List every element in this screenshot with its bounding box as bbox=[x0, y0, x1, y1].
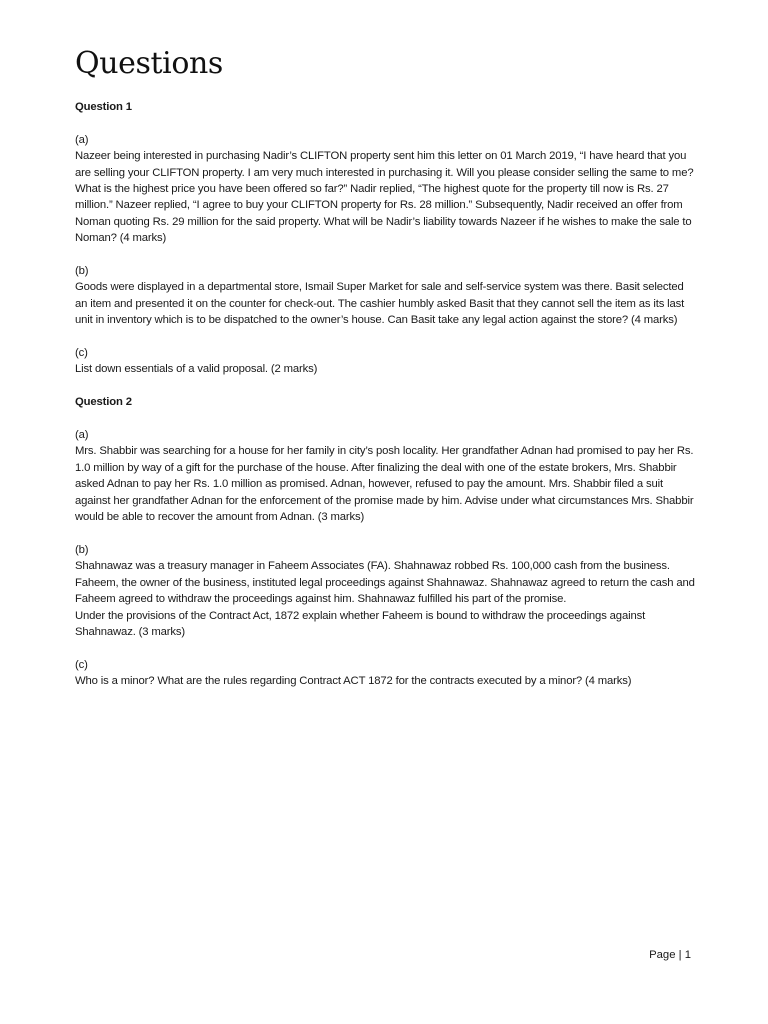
page-number: Page | 1 bbox=[649, 949, 691, 961]
question-part bbox=[75, 427, 695, 525]
question-part bbox=[75, 657, 695, 690]
question-part bbox=[75, 345, 695, 378]
questions-content bbox=[75, 99, 695, 690]
part-text: Who is a minor? What are the rules regarding Contract ACT 1872 for the contracts executed by a minor? (4 marks) bbox=[75, 675, 632, 688]
question-block bbox=[75, 394, 695, 689]
question-part bbox=[75, 263, 695, 329]
part-text: Shahnawaz was a treasury manager in Faheem Associates (FA). Shahnawaz robbed Rs. 100,000 cash from the business. Faheem, the owner of the business, instituted legal proceedings against Shahnawaz. Shahnawaz agreed to return the cash and Faheem agreed to withdraw the proceedings against him. Shahnawaz fulfilled his part of the promise. bbox=[75, 560, 695, 606]
part-label: (a) bbox=[75, 133, 89, 146]
page-title: Questions bbox=[75, 46, 223, 81]
question-part bbox=[75, 542, 695, 640]
part-text: Under the provisions of the Contract Act, 1872 explain whether Faheem is bound to withdraw the proceedings against Shahnawaz. (3 marks) bbox=[75, 609, 646, 638]
part-label: (b) bbox=[75, 265, 89, 278]
part-label: (a) bbox=[75, 429, 89, 442]
part-text: Nazeer being interested in purchasing Nadir’s CLIFTON property sent him this letter on 01 March 2019, “I have heard that you are selling your CLIFTON property. I am very much interested in purchasing it. Will you please consider selling the same to me? What is the highest price you have been offered so far?” Nadir replied, “The highest quote for the property till now is Rs. 27 million.” Nazeer replied, “I agree to buy your CLIFTON property for Rs. 28 million.” Subsequently, Nadir received an offer from Noman quoting Rs. 29 million for the said property. What will be Nadir’s liability towards Nazeer if he wishes to make the sale to Noman? (4 marks) bbox=[75, 150, 694, 245]
part-text: Goods were displayed in a departmental store, Ismail Super Market for sale and self-service system was there. Basit selected an item and presented it on the counter for check-out. The cashier humbly asked Basit that they cannot sell the item as its last unit in inventory which is to be dispatched to the owner’s house. Can Basit take any legal action against the store? (4 marks) bbox=[75, 281, 685, 327]
part-text: List down essentials of a valid proposal. (2 marks) bbox=[75, 363, 318, 376]
question-heading: Question 1 bbox=[75, 101, 132, 113]
part-label: (c) bbox=[75, 347, 88, 360]
part-label: (c) bbox=[75, 658, 88, 671]
question-heading: Question 2 bbox=[75, 396, 132, 409]
part-text: Mrs. Shabbir was searching for a house for her family in city’s posh locality. Her grandfather Adnan had promised to pay her Rs. 1.0 million by way of a gift for the purchase of the house. After finalizing the deal with one of the estate brokers, Mrs. Shabbir asked Adnan to pay her Rs. 1.0 million as promised. Adnan, however, refused to pay the amount. Mrs. Shabbir filed a suit against her grandfather Adnan for the enforcement of the promise made by him. Advise under what circumstances Mrs. Shabbir would be able to recover the amount from Adnan. (3 marks) bbox=[75, 445, 694, 524]
question-part bbox=[75, 132, 695, 247]
question-block bbox=[75, 99, 695, 378]
part-label: (b) bbox=[75, 543, 89, 556]
